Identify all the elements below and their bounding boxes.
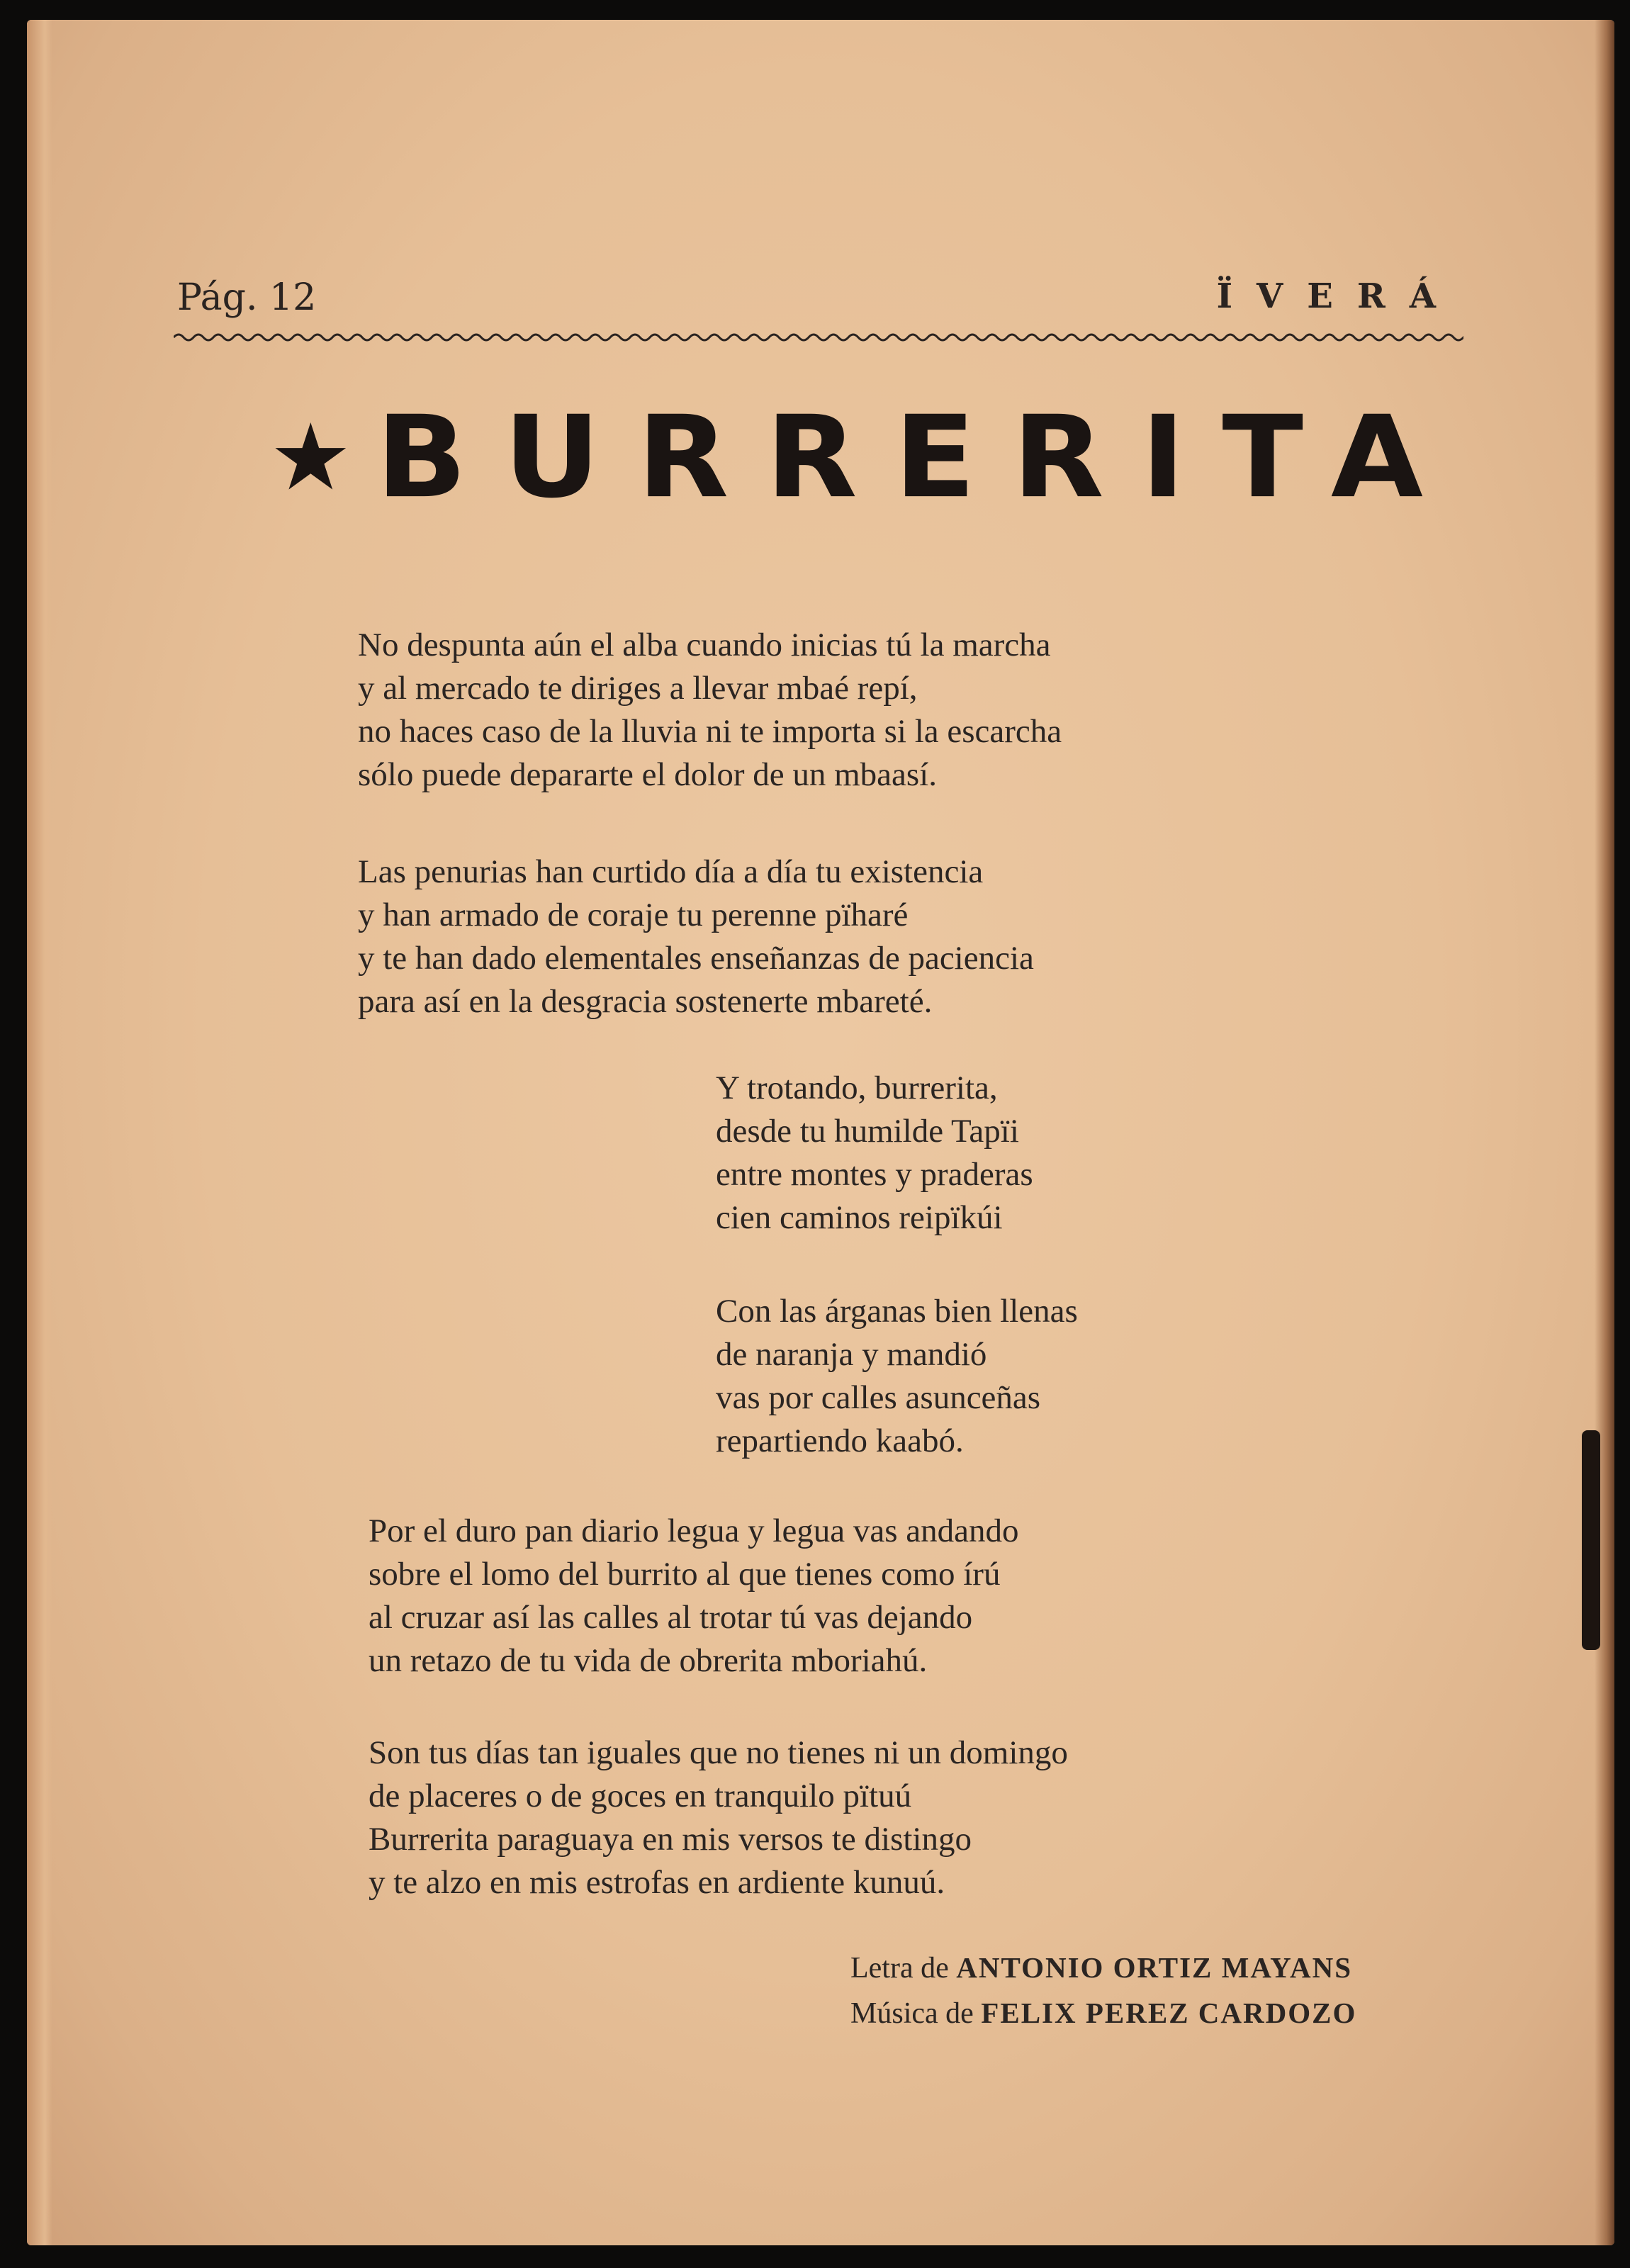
verse-line: desde tu humilde Tapïi xyxy=(716,1113,1019,1150)
verse-line: Con las árganas bien llenas xyxy=(716,1293,1078,1330)
book-spine xyxy=(1595,20,1614,2245)
lyrics-credit xyxy=(850,1946,1356,1991)
page-header xyxy=(177,276,1460,326)
chorus-1 xyxy=(716,1067,1033,1240)
verse-line: Las penurias han curtido día a día tu existencia xyxy=(358,853,984,890)
verse-line: cien caminos reipïkúi xyxy=(716,1199,1003,1236)
verse-line: para así en la desgracia sostenerte mbareté. xyxy=(358,983,933,1020)
song-title: BURRERITA xyxy=(376,391,1460,524)
verse-line: y te han dado elementales enseñanzas de paciencia xyxy=(358,940,1034,977)
verse-line: repartiendo kaabó. xyxy=(716,1422,964,1459)
lyrics-prefix: Letra de xyxy=(850,1952,949,1984)
verse-line: al cruzar así las calles al trotar tú vas dejando xyxy=(369,1599,973,1636)
verse-line: no haces caso de la lluvia ni te importa si la escarcha xyxy=(358,713,1062,750)
music-prefix: Música de xyxy=(850,1997,974,2030)
wavy-divider xyxy=(174,329,1463,346)
verse-line: Por el duro pan diario legua y legua vas andando xyxy=(369,1512,1019,1549)
verse-line: Son tus días tan iguales que no tienes ni un domingo xyxy=(369,1734,1068,1771)
verse-line: de naranja y mandió xyxy=(716,1336,987,1373)
stanza-2 xyxy=(358,850,1034,1023)
journal-title: ÏVERÁ xyxy=(1216,276,1460,316)
stanza-4 xyxy=(369,1731,1068,1904)
verse-line: entre montes y praderas xyxy=(716,1156,1033,1193)
star-icon: ★ xyxy=(269,403,352,511)
verse-line: vas por calles asunceñas xyxy=(716,1379,1041,1416)
verse-line: y te alzo en mis estrofas en ardiente kunuú. xyxy=(369,1864,945,1901)
verse-line: sólo puede depararte el dolor de un mbaasí. xyxy=(358,756,937,793)
verse-line: Burrerita paraguaya en mis versos te distingo xyxy=(369,1821,972,1858)
music-author: FELIX PEREZ CARDOZO xyxy=(981,1997,1357,2029)
verse-line: sobre el lomo del burrito al que tienes como írú xyxy=(369,1556,1001,1593)
page-edge xyxy=(27,20,52,2245)
chorus-2 xyxy=(716,1290,1078,1463)
lyrics-author: ANTONIO ORTIZ MAYANS xyxy=(956,1951,1353,1984)
verse-line: y han armado de coraje tu perenne pïharé xyxy=(358,897,909,933)
stanza-1 xyxy=(358,624,1062,797)
music-credit xyxy=(850,1991,1356,2036)
verse-line: un retazo de tu vida de obrerita mboriahú. xyxy=(369,1642,928,1679)
stanza-3 xyxy=(369,1510,1019,1683)
verse-line: No despunta aún el alba cuando inicias tú la marcha xyxy=(358,627,1051,663)
page-number: Pág. 12 xyxy=(177,276,317,319)
song-title-row xyxy=(269,391,1488,524)
binding-clip xyxy=(1582,1430,1600,1650)
song-credits xyxy=(850,1946,1356,2036)
verse-line: y al mercado te diriges a llevar mbaé repí, xyxy=(358,670,918,707)
verse-line: de placeres o de goces en tranquilo pïtuú xyxy=(369,1778,912,1814)
verse-line: Y trotando, burrerita, xyxy=(716,1070,998,1106)
